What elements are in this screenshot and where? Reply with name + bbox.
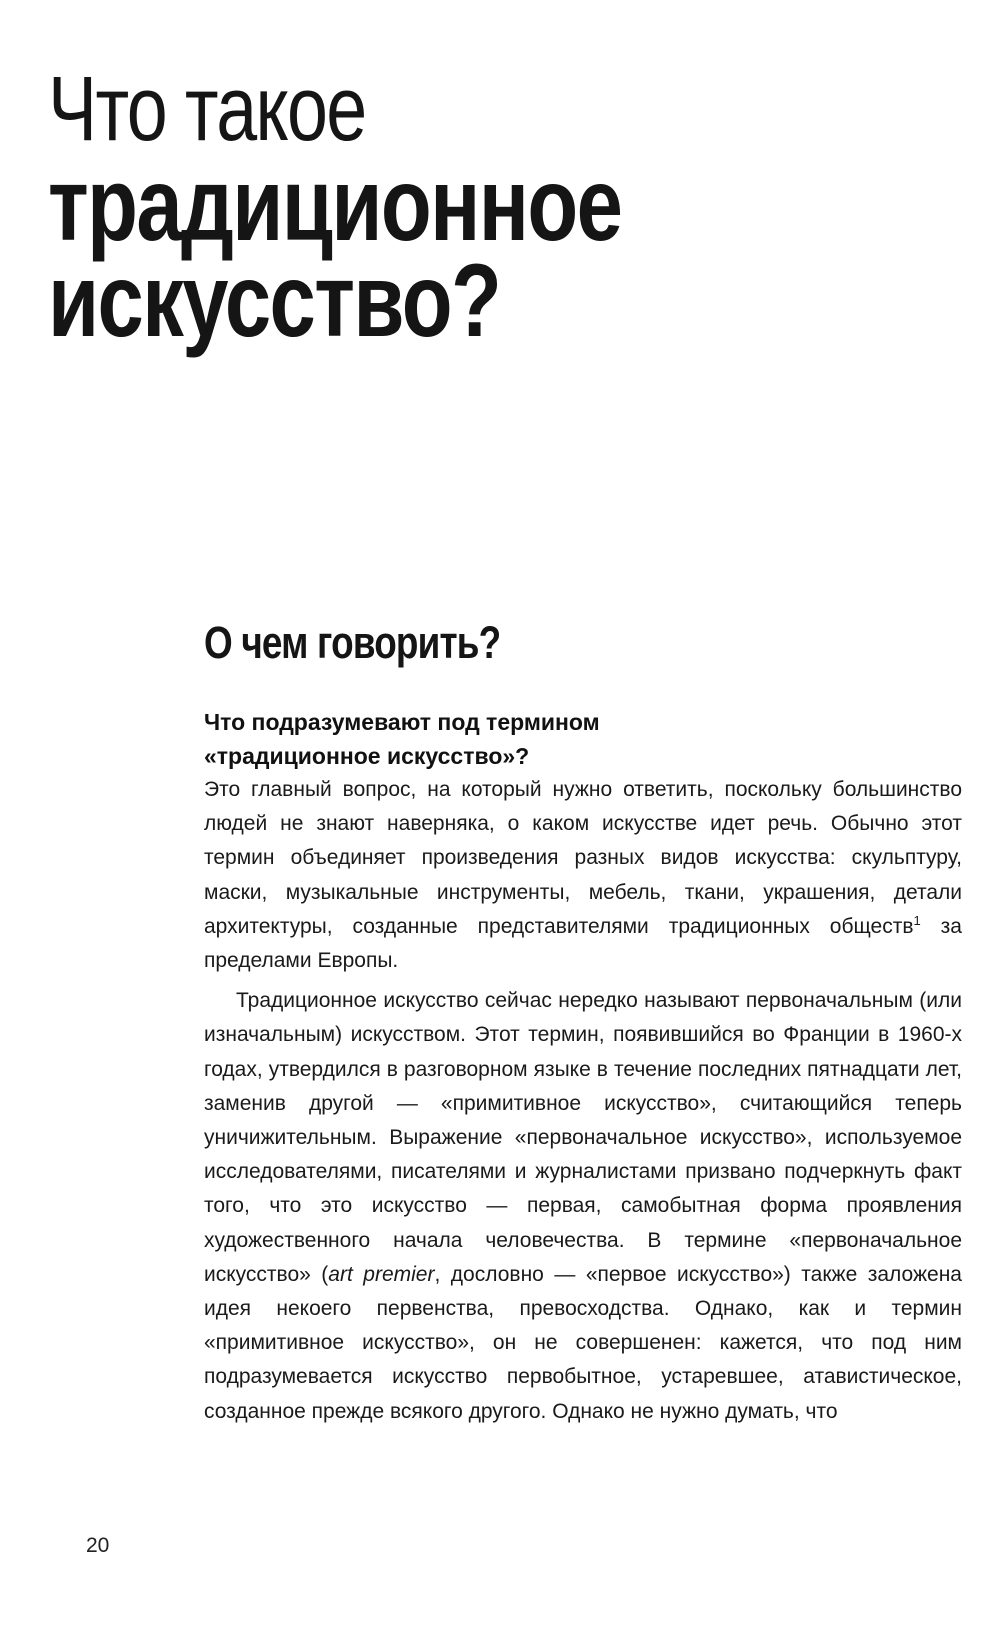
section-heading: О чем говорить? bbox=[204, 617, 501, 668]
chapter-title-line-3: искусство? bbox=[48, 243, 501, 360]
paragraph-1-text-end: за пределами Европы. bbox=[204, 914, 962, 973]
question-heading bbox=[204, 705, 964, 773]
chapter-title-line-1: Что такое bbox=[48, 58, 366, 161]
question-heading-line-2: «традиционное искусство»? bbox=[204, 743, 530, 769]
question-heading-line-1: Что подразумевают под термином bbox=[204, 709, 600, 735]
page-number: 20 bbox=[86, 1534, 110, 1557]
footnote-reference[interactable]: 1 bbox=[913, 912, 921, 928]
paragraph-1 bbox=[204, 773, 962, 978]
paragraph-2-text-part-2: , дословно — «первое искусство») также заложена идея некоего первенства, превосходства. Однако, как и термин «примитивное искусство», он не совершенен: кажется, что под ним подразумевается искусство первобытное, устаревшее, атавистическое, созданное прежде всякого другого. Однако не нужно думать, что bbox=[204, 1262, 962, 1423]
paragraph-2-text-part-1: Традиционное искусство сейчас нередко называют первоначальным (или изначальным) искусством. Этот термин, появившийся во Франции в 1960-х годах, утвердился в разговорном языке в течение последних пятнадцати лет, заменив другой — «примитивное искусство», считающийся теперь уничижительным. Выражение «первоначальное искусство», используемое исследователями, писателями и журналистами призвано подчеркнуть факт того, что это искусство — первая, самобытная форма проявления художественного начала человечества. В термине «первоначальное искусство» ( bbox=[204, 989, 962, 1286]
chapter-title-line-2: традиционное bbox=[48, 147, 622, 264]
paragraph-2 bbox=[204, 984, 962, 1429]
chapter-title bbox=[48, 58, 768, 360]
italic-term: art premier bbox=[328, 1262, 435, 1286]
paragraph-1-text: Это главный вопрос, на который нужно ответить, поскольку большинство людей не знают наверняка, о каком искусстве идет речь. Обычно этот термин объединяет произведения разных видов искусства: скульптуру, маски, музыкальные инструменты, мебель, ткани, украшения, детали архитектуры, созданные представителями традиционных обществ bbox=[204, 778, 962, 938]
body-text bbox=[204, 773, 962, 1429]
